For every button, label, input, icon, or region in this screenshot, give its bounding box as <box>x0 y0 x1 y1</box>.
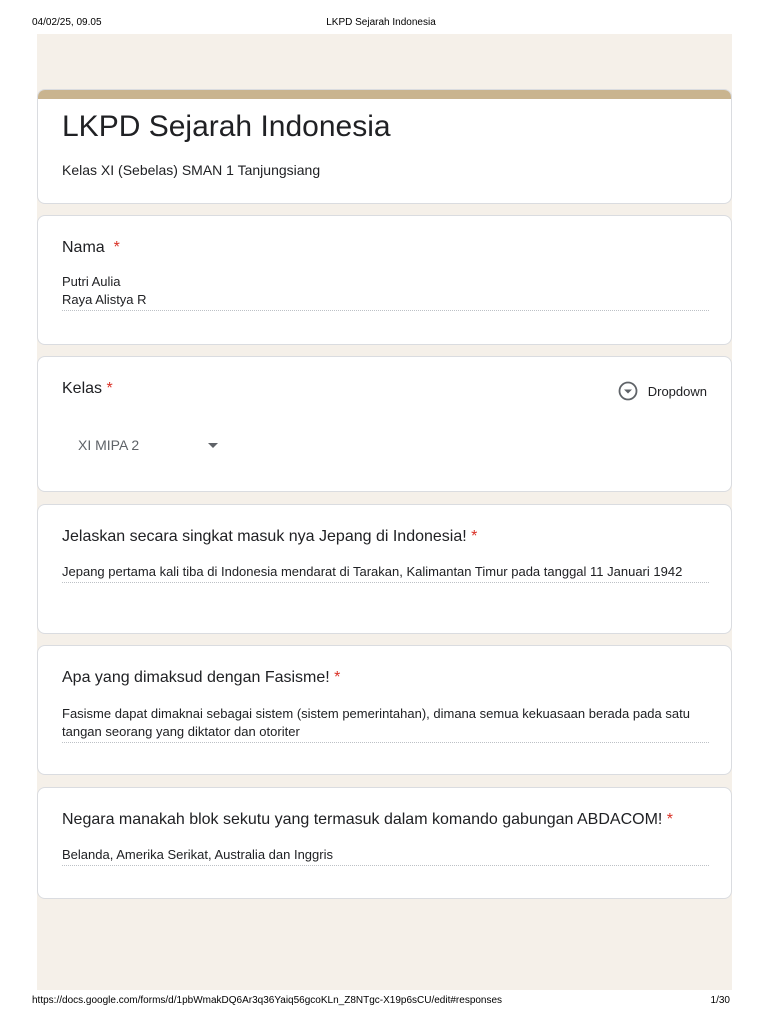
form-header-card <box>37 89 732 204</box>
question-label: Negara manakah blok sekutu yang termasuk dalam komando gabungan ABDACOM! <box>62 811 663 828</box>
question-title <box>62 380 113 398</box>
accent-bar <box>38 90 731 99</box>
question-title <box>62 528 477 546</box>
kelas-select[interactable] <box>78 437 218 457</box>
question-label: Apa yang dimaksud dengan Fasisme! <box>62 669 330 686</box>
selected-value: XI MIPA 2 <box>78 437 140 453</box>
question-type-indicator <box>618 381 707 401</box>
question-card-1 <box>37 504 732 634</box>
question-card-nama <box>37 215 732 345</box>
form-title: LKPD Sejarah Indonesia <box>62 110 391 143</box>
form-canvas <box>37 34 732 990</box>
question-card-2 <box>37 645 732 775</box>
print-url: https://docs.google.com/forms/d/1pbWmakDQ6Ar3q36Yaiq56gcoKLn_Z8NTgc-X19p6sCU/edit#responses <box>32 995 503 1006</box>
required-mark: * <box>666 811 674 828</box>
question-card-3 <box>37 787 732 899</box>
answer-line: Putri Aulia <box>62 274 121 289</box>
question-title <box>62 669 340 687</box>
answer-text[interactable] <box>62 273 709 311</box>
required-mark: * <box>471 528 478 545</box>
required-mark: * <box>113 239 120 256</box>
caret-down-icon <box>208 443 218 448</box>
form-description: Kelas XI (Sebelas) SMAN 1 Tanjungsiang <box>62 162 321 178</box>
print-date: 04/02/25, 09.05 <box>32 17 102 28</box>
question-title <box>62 239 120 257</box>
question-type-label: Dropdown <box>647 383 707 399</box>
question-label: Nama <box>62 239 105 256</box>
answer-line: Raya Alistya R <box>62 292 147 307</box>
answer-text[interactable]: Belanda, Amerika Serikat, Australia dan Inggris <box>62 846 709 866</box>
answer-text[interactable]: Jepang pertama kali tiba di Indonesia mendarat di Tarakan, Kalimantan Timur pada tanggal 11 Januari 1942 <box>62 563 709 583</box>
print-header <box>32 17 730 31</box>
question-card-kelas <box>37 356 732 492</box>
required-mark: * <box>334 669 341 686</box>
question-label: Kelas <box>62 380 103 397</box>
question-label: Jelaskan secara singkat masuk nya Jepang di Indonesia! <box>62 528 467 545</box>
page-number: 1/30 <box>710 995 730 1006</box>
answer-text[interactable]: Fasisme dapat dimaknai sebagai sistem (sistem pemerintahan), dimana semua kekuasaan berada pada satu tangan seorang yang diktator dan otoriter <box>62 705 709 743</box>
print-title: LKPD Sejarah Indonesia <box>326 17 436 28</box>
required-mark: * <box>106 380 113 397</box>
question-title <box>62 811 673 829</box>
chevron-circle-icon <box>618 381 638 401</box>
print-footer <box>32 995 730 1009</box>
